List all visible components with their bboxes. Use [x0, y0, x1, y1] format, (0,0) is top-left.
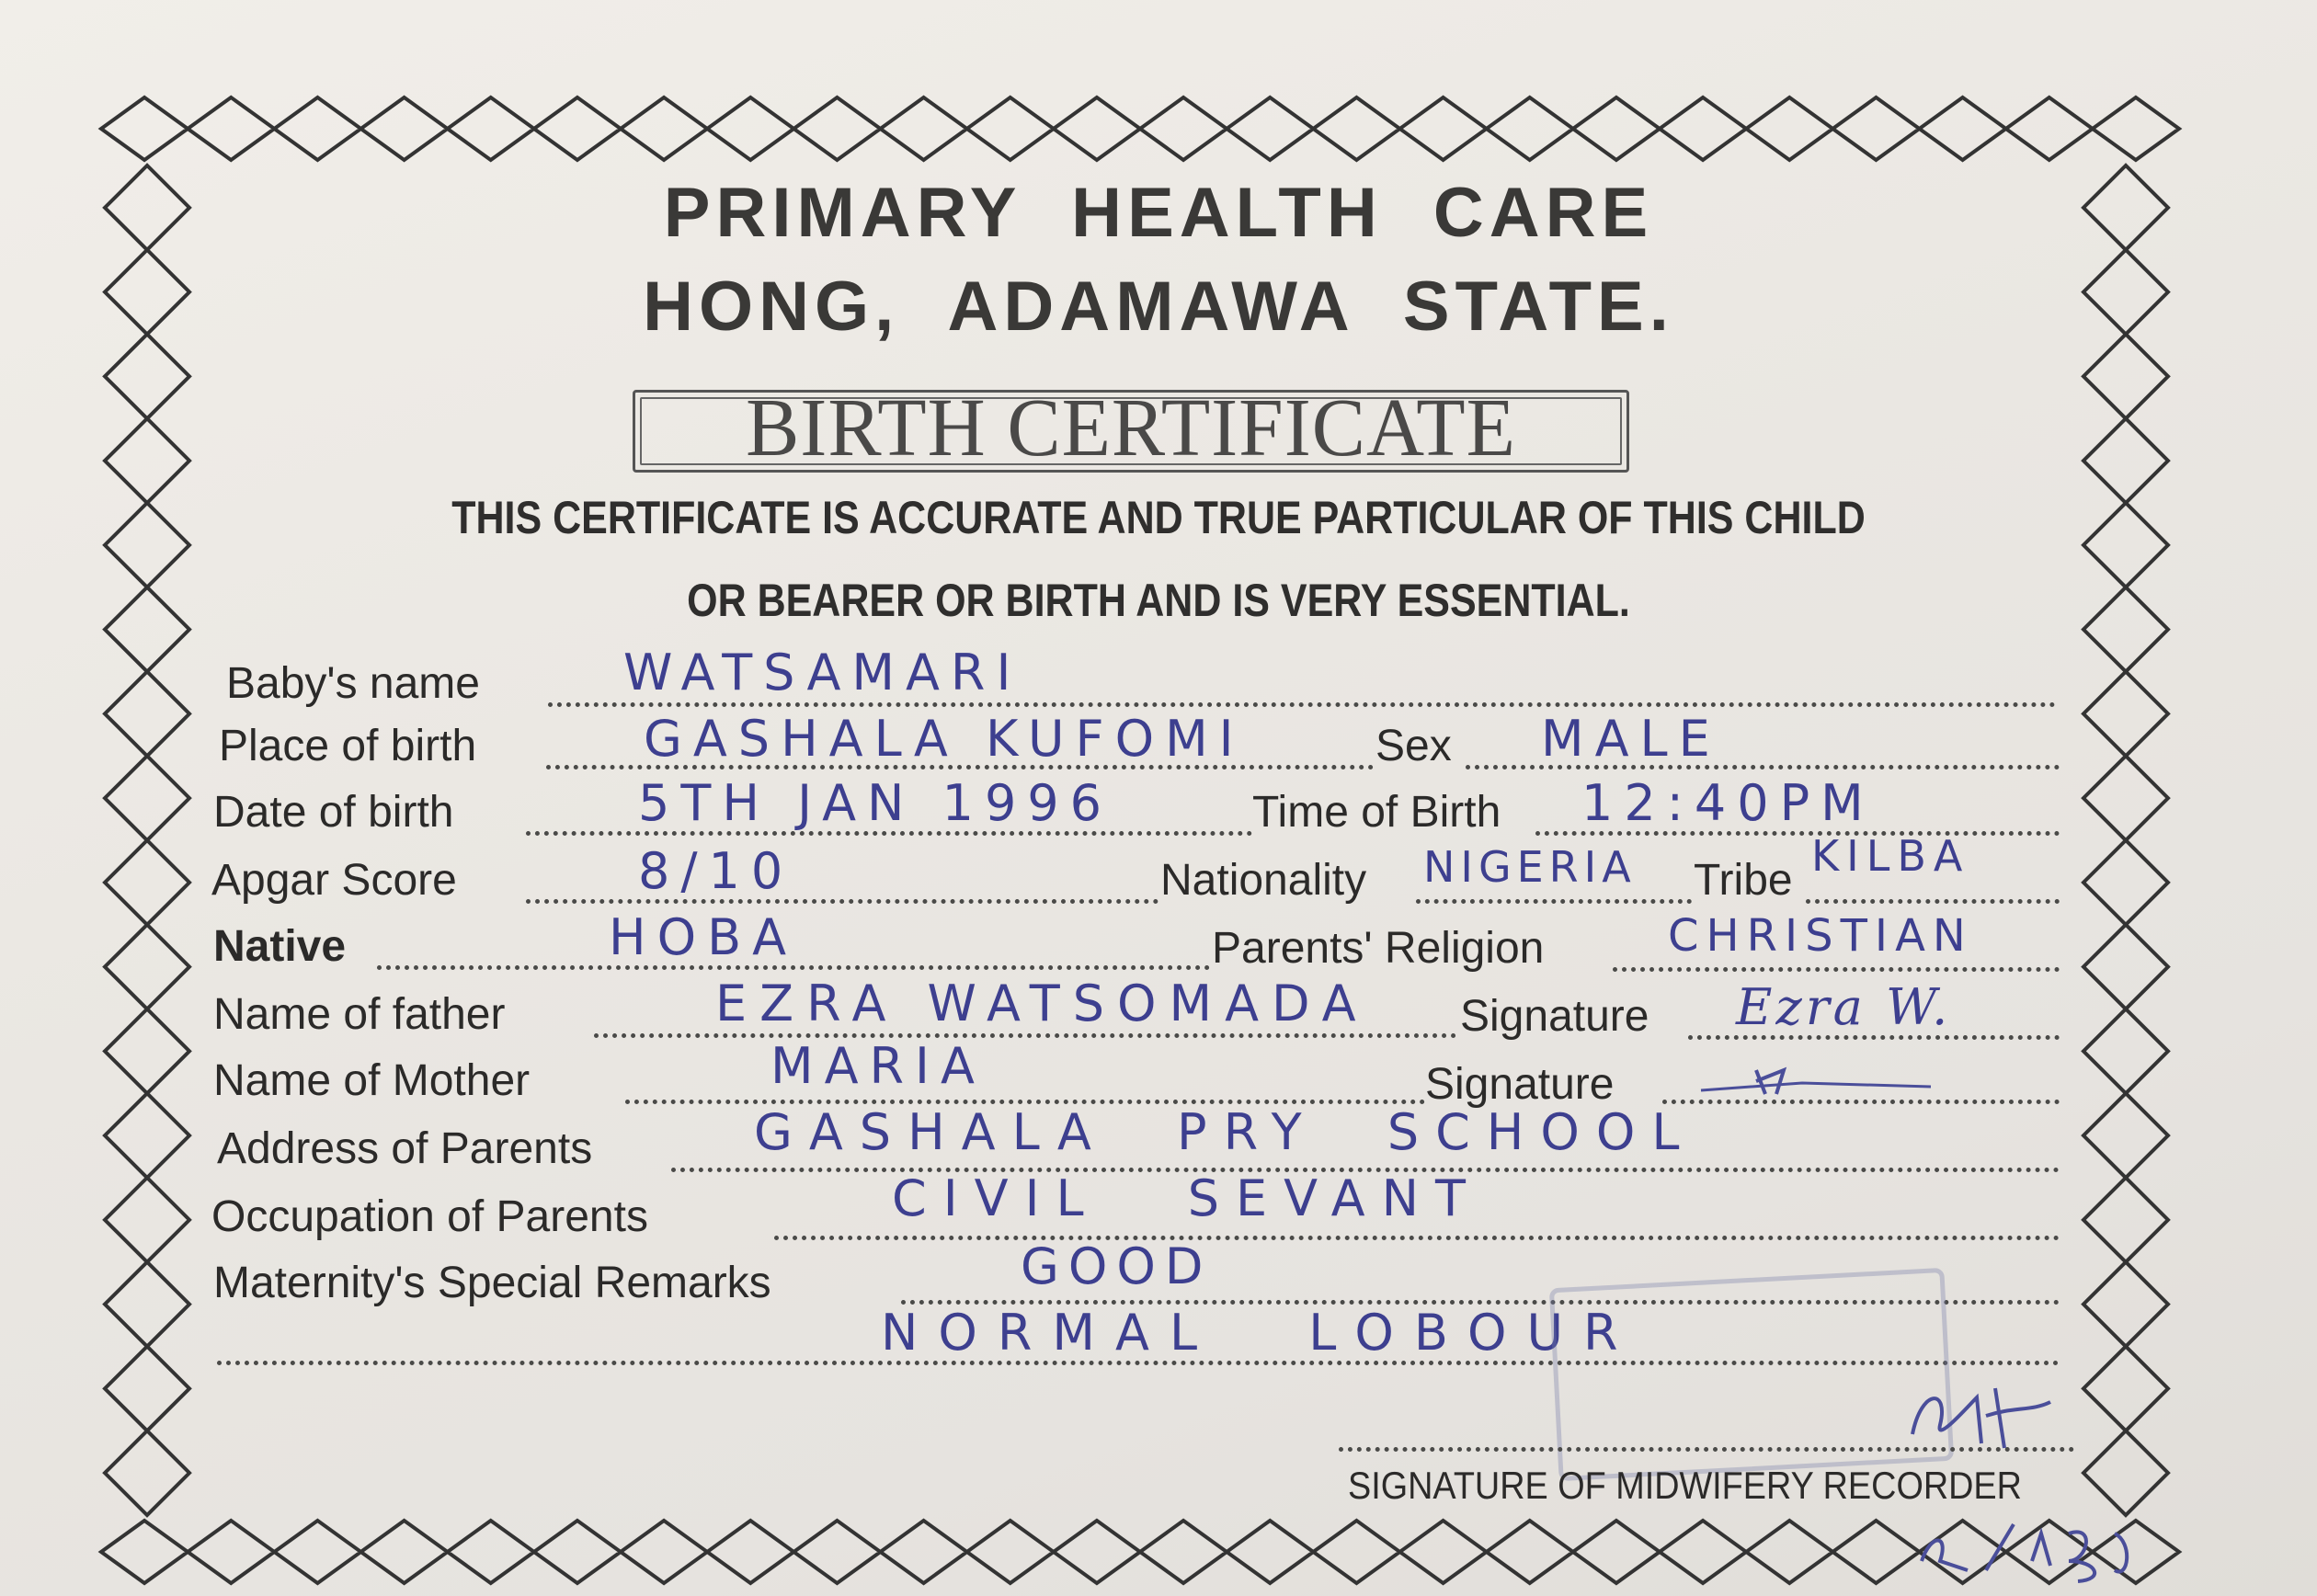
sex-value: MALE [1541, 710, 1721, 768]
midwife-signature-caption: SIGNATURE OF MIDWIFERY RECORDER [1348, 1464, 2022, 1507]
nationality-value: NIGERIA [1423, 842, 1637, 892]
mother-signature-mark [1692, 1057, 1949, 1103]
father-signature-label: Signature [1460, 992, 1649, 1041]
babys-name-value: WATSAMARI [623, 644, 1022, 701]
tribe-label: Tribe [1694, 856, 1793, 905]
nationality-label: Nationality [1160, 856, 1367, 905]
babys-name-label: Baby's name [226, 659, 480, 708]
statement-line1: THIS CERTIFICATE IS ACCURATE AND TRUE PARTICULAR OF THIS CHILD [451, 492, 1866, 543]
apgar-score-value: 8/10 [638, 842, 794, 900]
apgar-score-line [526, 899, 1158, 904]
date-mark [1912, 1515, 2142, 1589]
certificate-title: BIRTH CERTIFICATE [746, 382, 1516, 473]
address-of-parents-value: GASHALA PRY SCHOOL [754, 1103, 1696, 1161]
babys-name-line [548, 702, 2056, 707]
special-remarks-value: GOOD [1021, 1237, 1213, 1295]
time-of-birth-label: Time of Birth [1252, 788, 1501, 837]
native-label: Native [213, 922, 347, 971]
issuer-title-line2: HONG, ADAMAWA STATE. [643, 268, 1674, 346]
special-remarks-line2-value: NORMAL LOBOUR [881, 1304, 1638, 1362]
parents-religion-value: CHRISTIAN [1668, 910, 1973, 962]
occupation-of-parents-value: CIVIL SEVANT [892, 1169, 1482, 1227]
parents-religion-label: Parents' Religion [1212, 924, 1545, 973]
native-value: HOBA [609, 908, 798, 966]
statement-line2: OR BEARER OR BIRTH AND IS VERY ESSENTIAL. [687, 575, 1630, 626]
name-of-father-value: EZRA WATSOMADA [715, 975, 1369, 1032]
tribe-value: KILBA [1811, 831, 1970, 881]
time-of-birth-value: 12:40PM [1581, 774, 1875, 832]
tribe-line [1806, 899, 2060, 904]
midwife-signature-mark [1894, 1370, 2078, 1462]
address-of-parents-label: Address of Parents [217, 1124, 593, 1173]
occupation-of-parents-line [774, 1236, 2060, 1240]
name-of-father-label: Name of father [213, 990, 506, 1039]
date-of-birth-label: Date of birth [213, 788, 454, 837]
parents-religion-line [1613, 967, 2060, 972]
name-of-mother-label: Name of Mother [213, 1056, 531, 1105]
occupation-of-parents-label: Occupation of Parents [211, 1192, 648, 1241]
place-of-birth-label: Place of birth [219, 722, 477, 770]
special-remarks-label: Maternity's Special Remarks [213, 1259, 771, 1307]
issuer-title-line1: PRIMARY HEALTH CARE [663, 174, 1654, 252]
date-of-birth-value: 5TH JAN 1996 [638, 774, 1113, 832]
apgar-score-label: Apgar Score [211, 856, 457, 905]
mother-signature-label: Signature [1425, 1060, 1615, 1109]
name-of-father-line [594, 1033, 1456, 1038]
sex-label: Sex [1375, 722, 1452, 770]
nationality-line [1416, 899, 1692, 904]
name-of-mother-value: MARIA [770, 1037, 986, 1095]
father-signature-value: Ezra W. [1736, 978, 1952, 1036]
place-of-birth-value: GASHALA KUFOMI [644, 710, 1245, 768]
